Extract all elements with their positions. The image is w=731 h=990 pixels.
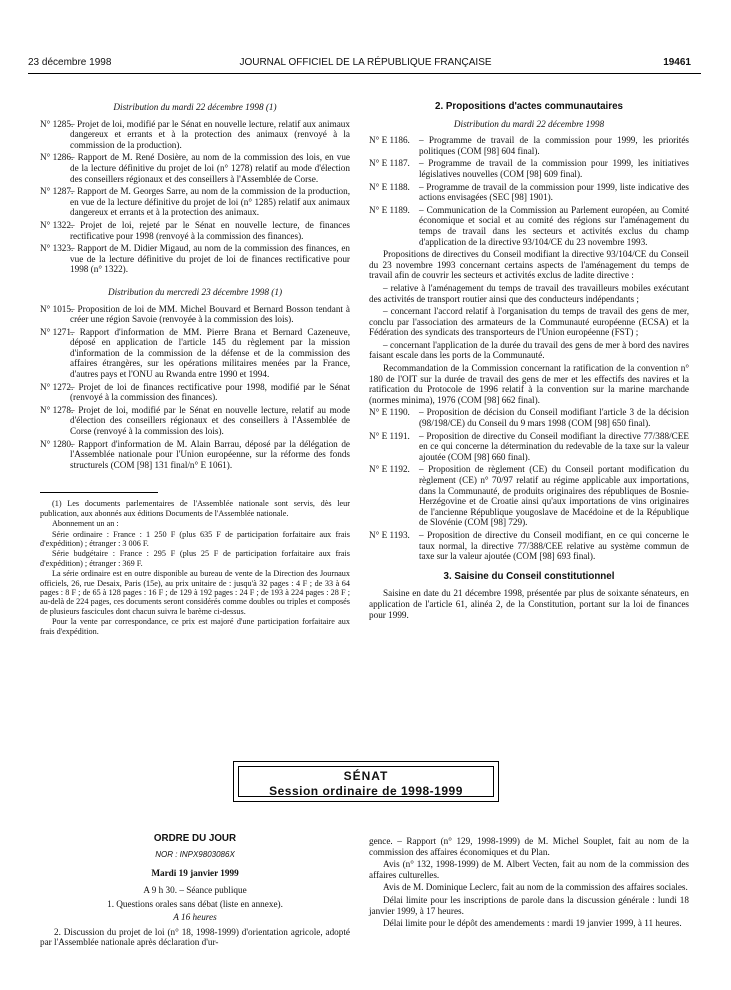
footnote: Pour la vente par correspondance, ce prix est majoré d'une participation forfaitaire aux frais d'expédition.: [40, 617, 350, 636]
paragraph: Saisine en date du 21 décembre 1998, présentée par plus de soixante sénateurs, en application de l'article 61, alinéa 2, de la Constitution, portant sur la loi de finances pour 1999.: [369, 588, 689, 620]
paragraph: Recommandation de la Commission concernant la ratification de la convention n° 180 de l'OIT sur la durée de travail des gens de mer et les effectifs des navires et la ratification du Protocole de 1996 relatif à la convention sur la marine marchande (normes minima), 1976 (COM [98] 662 final).: [369, 363, 689, 405]
paragraph: Délai limite pour le dépôt des amendements : mardi 19 janvier 1999, à 11 heures.: [383, 918, 682, 929]
list-item: N° E 1191. – Proposition de directive du Conseil modifiant la directive 77/388/CEE en ce qui concerne la détermination du redevable de la taxe sur la valeur ajoutée (COM [98] 660 final).: [369, 430, 689, 462]
list-item: N° 1323. – Rapport de M. Didier Migaud, au nom de la commission des finances, en vue de la lecture définitive du projet de loi de finances rectificative pour 1998 (n° 1322).: [40, 243, 350, 275]
list-item: N° 1015. – Proposition de loi de MM. Michel Bouvard et Bernard Bosson tendant à créer une région Savoie (renvoyée à la commission des lois).: [40, 303, 350, 325]
order-right: [369, 836, 689, 931]
section-title: 2. Propositions d'actes communautaires: [435, 101, 623, 112]
list-item: N° E 1193. – Proposition de directive du Conseil modifiant, en ce qui concerne le taux normal, la directive 77/388/CEE relative au système commun de taxe sur la valeur ajoutée (COM [98] 693 final).: [369, 529, 689, 562]
paragraph: Avis (n° 132, 1998-1999) de M. Albert Vecten, fait au nom de la commission des affaires culturelles.: [369, 859, 689, 880]
journal-title: JOURNAL OFFICIEL DE LA RÉPUBLIQUE FRANÇAISE: [239, 57, 492, 68]
order-time: A 9 h 30. – Séance publique: [143, 884, 247, 895]
list-item: N° 1285. – Projet de loi, modifié par le Sénat en nouvelle lecture, relatif aux animaux dangereux et errants et à la protection des animaux (renvoyé à la commission de la production).: [40, 118, 350, 150]
order-question: 1. Questions orales sans débat (liste en annexe).: [107, 899, 283, 910]
paragraph: – concernant l'accord relatif à l'organisation du temps de travail des gens de mer, conclu par l'association des armateurs de la Communauté européenne (ECSA) et la Fédération des syndicats des transporteurs de l'Union européenne (FST) ;: [369, 306, 689, 338]
right-column: [369, 102, 689, 622]
paragraph: gence. – Rapport (n° 129, 1998-1999) de M. Michel Souplet, fait au nom de la commission des affaires économiques et du Plan.: [369, 836, 689, 857]
list-item: N° 1271. – Rapport d'information de MM. Pierre Brana et Bernard Cazeneuve, déposé en application de l'article 145 du règlement par la mission d'information de la commission de la défense et de la commission des affaires étrangères, sur les opérations militaires menées par la France, d'autres pays et l'ONU au Rwanda entre 1990 et 1994.: [40, 326, 350, 380]
section-title: 3. Saisine du Conseil constitutionnel: [443, 570, 615, 582]
footnote: La série ordinaire est en outre disponible au bureau de vente de la Direction des Journaux officiels, 26, rue Desaix, Paris (15e), au prix unitaire de : jusqu'à 32 pages : 4 F ; de 33 à 64 pages : 8 F ; de 65 à 128 pages : 16 F ; de 129 à 192 pages : 24 F ; de 193 à 224 pages : 28 F ; au-delà de 224 pages, ces documents seront considérés comme doubles ou triples et composés de plusieurs fascicules dont chacun suivra le barème ci-dessus.: [40, 569, 350, 616]
paragraph: Avis de M. Dominique Leclerc, fait au nom de la commission des affaires sociales.: [383, 882, 688, 893]
list-item: N° E 1186. – Programme de travail de la commission pour 1999, les priorités politiques (COM [98] 604 final).: [369, 135, 689, 156]
paragraph: – relative à l'aménagement du temps de travail des travailleurs mobiles exécutant des activités de transport routier ainsi que des conducteurs indépendants ;: [369, 282, 689, 304]
paragraph: 2. Discussion du projet de loi (n° 18, 1998-1999) d'orientation agricole, adopté par l'Assemblée nationale après déclaration d'ur-: [40, 926, 350, 948]
list-item: N° 1272. – Projet de loi de finances rectificative pour 1998, modifié par le Sénat (renvoyé à la commission des finances).: [40, 381, 350, 403]
senat-box: [233, 761, 499, 802]
senat-subtitle: Session ordinaire de 1998-1999: [269, 784, 463, 798]
list-item: N° E 1188. – Programme de travail de la commission pour 1999, liste indicative des actions envisagées (SEC [98] 1901).: [369, 181, 689, 203]
footnote: (1) Les documents parlementaires de l'Assemblée nationale sont servis, dès leur publication, aux abonnés aux éditions Documents de l'Assemblée nationale.: [40, 499, 350, 518]
header-rule: [28, 73, 701, 74]
distribution-heading: Distribution du mercredi 23 décembre 1998 (1): [107, 286, 283, 297]
header-date: 23 décembre 1998: [28, 57, 112, 68]
list-item: N° E 1189. – Communication de la Commission au Parlement européen, au Comité économique et social et au comité des régions sur l'aménagement du temps de travail dans les secteurs et activités exclus du champ d'application de la directive 93/104/CE du 23 novembre 1993.: [369, 204, 689, 247]
footnote: Série budgétaire : France : 295 F (plus 25 F de participation forfaitaire aux frais d'expédition) ; étranger : 369 F.: [40, 549, 350, 568]
footnote: Série ordinaire : France : 1 250 F (plus 635 F de participation forfaitaire aux frais d'expédition) ; étranger : 3 006 F.: [40, 529, 350, 549]
footnote: Abonnement un an :: [52, 519, 119, 529]
distribution-heading: Distribution du mardi 22 décembre 1998 (1): [113, 102, 277, 112]
list-item: N° 1280. – Rapport d'information de M. Alain Barrau, déposé par la délégation de l'Assemblée nationale pour l'Union européenne, sur la réforme des fonds structurels (COM [98] 131 final/n° E 1061).: [40, 438, 350, 470]
list-item: N° 1287. – Rapport de M. Georges Sarre, au nom de la commission de la production, en vue de la lecture définitive du projet de loi (n° 1285) relatif aux animaux dangereux et errants et à la protection des animaux.: [40, 186, 350, 218]
distribution-heading: Distribution du mardi 22 décembre 1998: [453, 118, 605, 129]
paragraph: – concernant l'application de la durée du travail des gens de mer à bord des navires faisant escale dans les ports de la Communauté.: [369, 339, 689, 361]
list-item: N° E 1187. – Programme de travail de la commission pour 1999, les initiatives législatives nouvelles (COM [98] 609 final).: [369, 158, 689, 179]
page-number: 19461: [663, 57, 691, 68]
order-day: Mardi 19 janvier 1999: [151, 868, 239, 879]
paragraph: Délai limite pour les inscriptions de parole dans la discussion générale : lundi 18 janvier 1999, à 17 heures.: [369, 894, 689, 916]
nor-code: NOR : INPX9803086X: [155, 849, 235, 859]
list-item: N° 1278. – Projet de loi, modifié par le Sénat en nouvelle lecture, relatif au mode d'élection des conseillers régionaux et des conseillers à l'Assemblée de Corse (renvoyé à la commission des lois).: [40, 404, 350, 437]
paragraph: Propositions de directives du Conseil modifiant la directive 93/104/CE du Conseil du 23 novembre 1993 concernant certains aspects de l'aménagement du temps de travail afin de couvrir les secteurs et activités exclus de ladite directive :: [369, 249, 689, 281]
footnotes: [40, 499, 350, 636]
list-item: N° E 1190. – Proposition de décision du Conseil modifiant l'article 3 de la décision (98/198/CE) du Conseil du 9 mars 1998 (COM [98] 650 final).: [369, 407, 689, 429]
list-item: N° E 1192. – Proposition de règlement (CE) du Conseil portant modification du règlement (CE) n° 70/97 relatif au régime applicable aux importations, dans la Communauté, de produits originaires des républiques de Bosnie-Herzégovine et de Croatie ainsi qu'aux importations de vins originaires de l'ancienne République yougoslave de Macédoine et de la République de Slovénie (COM [98] 729).: [369, 464, 689, 528]
senat-title: SÉNAT: [343, 769, 389, 783]
order-time-16: A 16 heures: [173, 911, 217, 922]
footnote-rule: [40, 492, 158, 493]
order-title: ORDRE DU JOUR: [153, 833, 237, 844]
list-23: [40, 304, 350, 471]
list-item: N° 1322. – Projet de loi, rejeté par le Sénat en nouvelle lecture, de finances rectificative pour 1998 (renvoyé à la commission des finances).: [40, 219, 350, 241]
order-left: [40, 834, 350, 950]
running-header: [0, 53, 731, 73]
list-22: [40, 119, 350, 275]
list-item: N° 1286. – Rapport de M. René Dosière, au nom de la commission des lois, en vue de la lecture définitive du projet de loi (n° 1278) relatif au mode d'élection des conseillers régionaux et des conseillers à l'Assemblée de Corse.: [40, 152, 350, 184]
left-column: [40, 102, 350, 637]
